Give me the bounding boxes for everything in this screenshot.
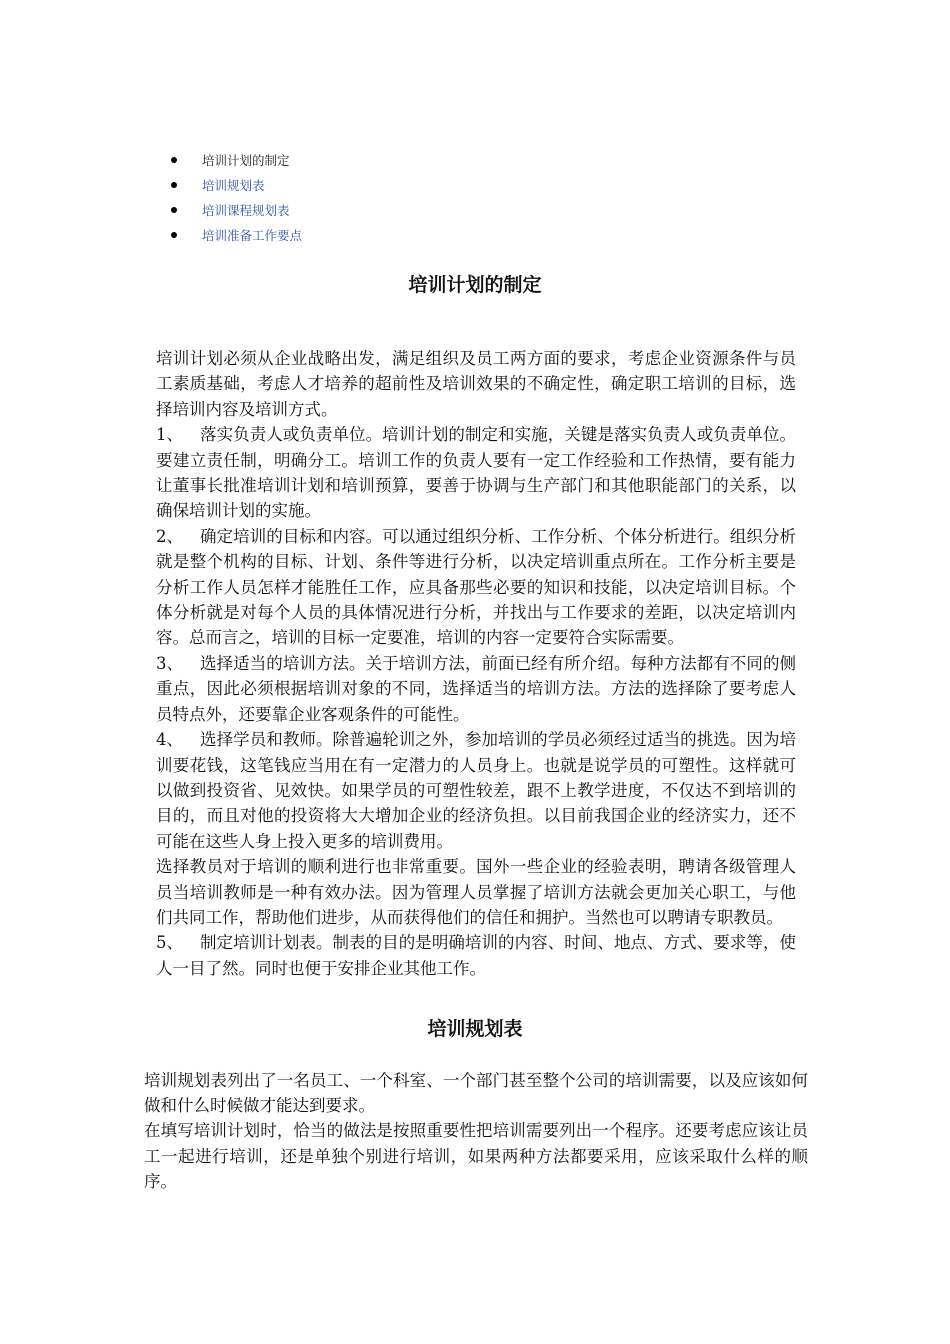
body-paragraph: 培训规划表列出了一名员工、一个科室、一个部门甚至整个公司的培训需要，以及应该如何做和什么时候做才能达到要求。 xyxy=(144,1071,808,1116)
section-title-plan: 培训计划的制定 xyxy=(408,274,542,296)
section-schedule-body xyxy=(144,1068,808,1194)
toc-item-course-schedule[interactable] xyxy=(171,198,302,223)
item-text: 落实负责人或负责单位。培训计划的制定和实施，关键是落实负责人或负责单位。要建立责任制，明确分工。培训工作的负责人要有一定工作经验和工作热情，要有能力让董事长批准培训计划和培训预算，要善于协调与生产部门和其他职能部门的关系，以确保培训计划的实施。 xyxy=(156,425,796,521)
toc-item-schedule[interactable] xyxy=(171,173,302,198)
toc-item-preparation[interactable] xyxy=(171,223,302,248)
item-text: 选择适当的培训方法。关于培训方法，前面已经有所介绍。每种方法都有不同的侧重点，因此必须根据培训对象的不同，选择适当的培训方法。方法的选择除了要考虑人员特点外，还要靠企业客观条件的可能性。 xyxy=(156,653,796,724)
numbered-paragraph xyxy=(156,727,796,854)
numbered-paragraph xyxy=(156,524,796,651)
toc-label: 培训计划的制定 xyxy=(202,153,290,168)
toc-item-plan[interactable] xyxy=(171,148,302,173)
item-number: 5、 xyxy=(156,933,183,953)
item-text: 确定培训的目标和内容。可以通过组织分析、工作分析、个体分析进行。组织分析就是整个机构的目标、计划、条件等进行分析，以决定培训重点所在。工作分析主要是分析工作人员怎样才能胜任工作，应具备那些必要的知识和技能，以决定培训目标。个体分析就是对每个人员的具体情况进行分析，并找出与工作要求的差距，以决定培训内容。总而言之，培训的目标一定要准，培训的内容一定要符合实际需要。 xyxy=(156,526,796,648)
intro-paragraph: 培训计划必须从企业战略出发，满足组织及员工两方面的要求，考虑企业资源条件与员工素质基础，考虑人才培养的超前性及培训效果的不确定性，确定职工培训的目标，选择培训内容及培训方式。 xyxy=(156,349,796,419)
numbered-paragraph xyxy=(156,422,796,524)
item-number: 1、 xyxy=(156,425,183,445)
item-number: 3、 xyxy=(156,653,183,673)
numbered-paragraph xyxy=(156,930,796,981)
bullet-icon xyxy=(171,232,177,238)
bullet-icon xyxy=(171,182,177,188)
numbered-paragraph xyxy=(156,651,796,727)
bullet-icon xyxy=(171,157,177,163)
table-of-contents xyxy=(171,148,302,248)
item-text: 制定培训计划表。制表的目的是明确培训的内容、时间、地点、方式、要求等，使人一目了然。同时也便于安排企业其他工作。 xyxy=(156,933,796,978)
toc-link[interactable]: 培训准备工作要点 xyxy=(202,228,303,243)
teacher-paragraph: 选择教员对于培训的顺利进行也非常重要。国外一些企业的经验表明，聘请各级管理人员当培训教师是一种有效办法。因为管理人员掌握了培训方法就会更加关心职工，与他们共同工作，帮助他们进步，从而获得他们的信任和拥护。当然也可以聘请专职教员。 xyxy=(156,857,796,927)
body-paragraph: 在填写培训计划时，恰当的做法是按照重要性把培训需要列出一个程序。还要考虑应该让员工一起进行培训，还是单独个别进行培训，如果两种方法都要采用，应该采取什么样的顺序。 xyxy=(144,1121,808,1191)
item-text: 选择学员和教师。除普遍轮训之外，参加培训的学员必须经过适当的挑选。因为培训要花钱，这笔钱应当用在有一定潜力的人员身上。也就是说学员的可塑性。这样就可以做到投资省、见效快。如果学员的可塑性较差，跟不上教学进度，不仅达不到培训的目的，而且对他的投资将大大增加企业的经济负担。以目前我国企业的经济实力，还不可能在这些人身上投入更多的培训费用。 xyxy=(156,730,796,851)
item-number: 4、 xyxy=(156,730,183,750)
toc-link[interactable]: 培训课程规划表 xyxy=(202,203,290,218)
section-title-schedule: 培训规划表 xyxy=(427,1018,523,1040)
section-plan-body xyxy=(156,346,796,981)
item-number: 2、 xyxy=(156,526,183,546)
toc-link[interactable]: 培训规划表 xyxy=(202,178,265,193)
bullet-icon xyxy=(171,207,177,213)
